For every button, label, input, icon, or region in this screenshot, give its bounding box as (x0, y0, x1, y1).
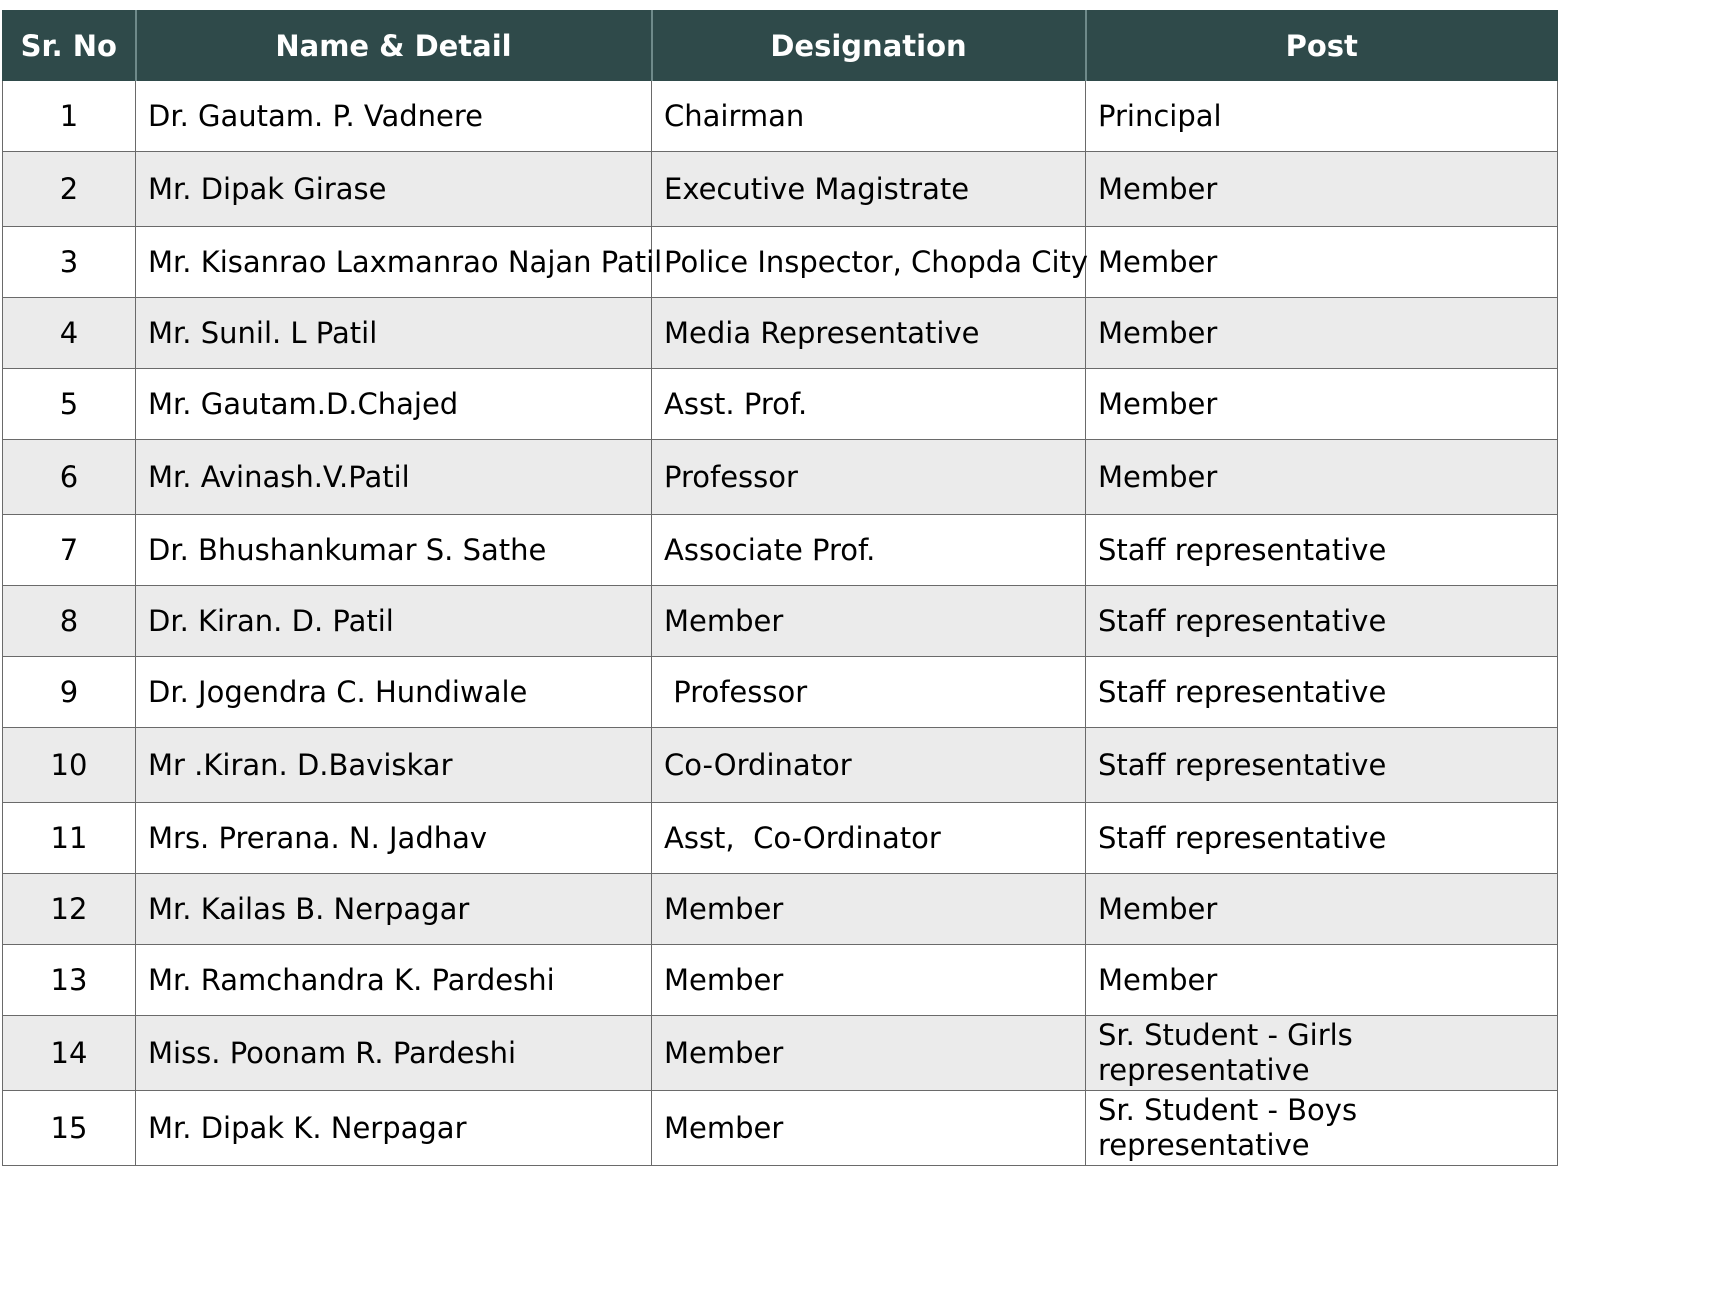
cell-post: Staff representative (1086, 515, 1558, 586)
cell-designation: Member (652, 586, 1086, 657)
table-row (3, 298, 1558, 369)
cell-sr-no: 13 (3, 945, 136, 1016)
cell-name: Mr. Avinash.V.Patil (136, 440, 652, 515)
header-post: Post (1086, 11, 1558, 81)
table-row (3, 728, 1558, 803)
cell-designation: Member (652, 874, 1086, 945)
cell-name: Mr. Kailas B. Nerpagar (136, 874, 652, 945)
cell-designation: Chairman (652, 81, 1086, 152)
cell-post: Staff representative (1086, 586, 1558, 657)
table-row (3, 586, 1558, 657)
table-row (3, 152, 1558, 227)
table-row (3, 1091, 1558, 1166)
cell-name: Dr. Jogendra C. Hundiwale (136, 657, 652, 728)
header-row (3, 11, 1558, 81)
table-row (3, 874, 1558, 945)
table-row (3, 81, 1558, 152)
table-row (3, 440, 1558, 515)
cell-sr-no: 9 (3, 657, 136, 728)
table-row (3, 657, 1558, 728)
cell-designation: Member (652, 1016, 1086, 1091)
cell-post: Sr. Student - Girls representative (1086, 1016, 1558, 1091)
header-designation: Designation (652, 11, 1086, 81)
cell-sr-no: 3 (3, 227, 136, 298)
cell-post: Staff representative (1086, 728, 1558, 803)
table-row (3, 945, 1558, 1016)
cell-sr-no: 12 (3, 874, 136, 945)
cell-designation: Asst. Prof. (652, 369, 1086, 440)
cell-name: Dr. Gautam. P. Vadnere (136, 81, 652, 152)
cell-post: Member (1086, 440, 1558, 515)
cell-sr-no: 1 (3, 81, 136, 152)
cell-designation: Media Representative (652, 298, 1086, 369)
cell-name: Dr. Kiran. D. Patil (136, 586, 652, 657)
cell-post: Member (1086, 369, 1558, 440)
cell-designation: Asst, Co-Ordinator (652, 803, 1086, 874)
cell-sr-no: 10 (3, 728, 136, 803)
cell-name: Dr. Bhushankumar S. Sathe (136, 515, 652, 586)
table-row (3, 227, 1558, 298)
table-row (3, 803, 1558, 874)
cell-sr-no: 14 (3, 1016, 136, 1091)
cell-post: Member (1086, 227, 1558, 298)
cell-designation: Associate Prof. (652, 515, 1086, 586)
cell-designation: Professor (652, 657, 1086, 728)
cell-name: Mr. Gautam.D.Chajed (136, 369, 652, 440)
cell-name: Mrs. Prerana. N. Jadhav (136, 803, 652, 874)
cell-designation: Member (652, 1091, 1086, 1166)
cell-post: Member (1086, 152, 1558, 227)
cell-sr-no: 4 (3, 298, 136, 369)
committee-table (2, 10, 1558, 1166)
cell-sr-no: 6 (3, 440, 136, 515)
cell-designation: Co-Ordinator (652, 728, 1086, 803)
cell-name: Mr. Sunil. L Patil (136, 298, 652, 369)
cell-sr-no: 7 (3, 515, 136, 586)
cell-designation: Executive Magistrate (652, 152, 1086, 227)
cell-sr-no: 8 (3, 586, 136, 657)
header-sr-no: Sr. No (3, 11, 136, 81)
cell-post: Member (1086, 945, 1558, 1016)
cell-designation: Professor (652, 440, 1086, 515)
cell-sr-no: 11 (3, 803, 136, 874)
table-row (3, 1016, 1558, 1091)
cell-post: Sr. Student - Boys representative (1086, 1091, 1558, 1166)
cell-post: Member (1086, 298, 1558, 369)
cell-sr-no: 15 (3, 1091, 136, 1166)
table-row (3, 369, 1558, 440)
cell-post: Staff representative (1086, 803, 1558, 874)
cell-sr-no: 5 (3, 369, 136, 440)
cell-name: Mr. Ramchandra K. Pardeshi (136, 945, 652, 1016)
cell-post: Member (1086, 874, 1558, 945)
cell-post: Principal (1086, 81, 1558, 152)
header-name-detail: Name & Detail (136, 11, 652, 81)
cell-name: Mr. Dipak K. Nerpagar (136, 1091, 652, 1166)
cell-designation: Police Inspector, Chopda City (652, 227, 1086, 298)
cell-name: Miss. Poonam R. Pardeshi (136, 1016, 652, 1091)
table-row (3, 515, 1558, 586)
cell-name: Mr. Kisanrao Laxmanrao Najan Patil (136, 227, 652, 298)
cell-designation: Member (652, 945, 1086, 1016)
cell-sr-no: 2 (3, 152, 136, 227)
cell-post: Staff representative (1086, 657, 1558, 728)
cell-name: Mr. Dipak Girase (136, 152, 652, 227)
cell-name: Mr .Kiran. D.Baviskar (136, 728, 652, 803)
